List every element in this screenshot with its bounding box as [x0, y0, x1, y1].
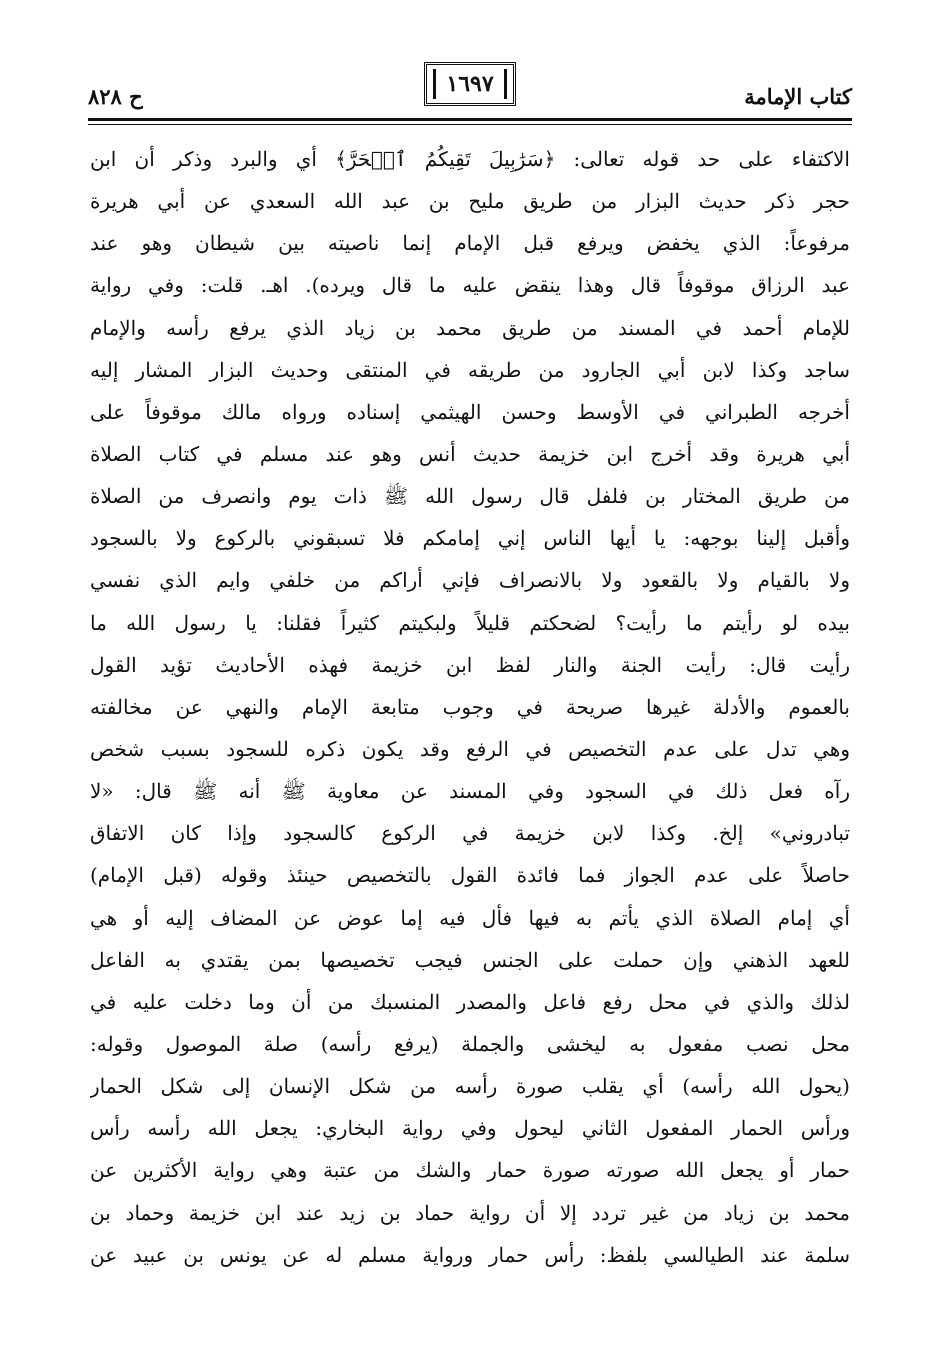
text-line: عبد الرزاق موقوفاً قال وهذا ينقض عليه ما قال ويرده). اهـ. قلت: وفي رواية — [90, 273, 850, 298]
text-line: للعهد الذهني وإن حملت على الجنس فيجب تخصيصها بمن يقتدي به الفاعل — [90, 947, 850, 972]
text-line: وأقبل إلينا بوجهه: يا أيها الناس إني إمامكم فلا تسبقوني بالركوع ولا بالسجود — [90, 526, 850, 551]
header-divider — [88, 118, 852, 121]
text-line: رأيت قال: رأيت الجنة والنار لفظ ابن خزيمة فهذه الأحاديث تؤيد القول — [90, 652, 850, 677]
text-line: الاكتفاء على حد قوله تعالى: ﴿سَرَٰبِيلَ تَقِيكُمُ ٱلۡحَرَّ﴾ أي والبرد وذكر أن ابن — [90, 147, 850, 171]
text-line: حمار أو يجعل الله صورته صورة حمار والشك من عتبة وهي رواية الأكثرين عن — [90, 1158, 850, 1183]
text-line: سلمة عند الطيالسي بلفظ: رأس حمار ورواية مسلم له عن يونس بن عبيد عن — [90, 1242, 850, 1267]
body-text — [90, 138, 850, 1276]
hadith-reference: ح ٨٢٨ — [88, 84, 143, 109]
page-number: ١٦٩٧ — [446, 71, 494, 97]
text-line: أبي هريرة وقد أخرج ابن خزيمة حديث أنس وهو عند مسلم في كتاب الصلاة — [90, 441, 850, 466]
text-line: محمد بن زياد من غير تردد إلا أن رواية حماد بن زيد عند ابن خزيمة وحماد بن — [90, 1200, 850, 1225]
text-line: أخرجه الطبراني في الأوسط وحسن الهيثمي إسناده ورواه مالك موقوفاً على — [90, 399, 850, 424]
text-line: محل نصب مفعول به ليخشى والجملة (يرفع رأسه) صلة الموصول وقوله: — [90, 1031, 850, 1056]
text-line: تبادروني» إلخ. وكذا لابن خزيمة في الركوع كالسجود وإذا كان الاتفاق — [90, 821, 850, 846]
text-line: من طريق المختار بن فلفل قال رسول الله ﷺ ذات يوم وانصرف من الصلاة — [90, 484, 850, 509]
text-line: ساجد وكذا لابن أبي الجارود من طريقه في المنتقى وحديث البزار المشار إليه — [90, 357, 850, 382]
page-header — [88, 62, 852, 116]
text-line: ورأس الحمار المفعول الثاني ليحول وفي رواية البخاري: يجعل الله رأسه رأس — [90, 1116, 850, 1141]
book-title: كتاب الإمامة — [744, 84, 852, 109]
text-line: حجر ذكر حديث البزار من طريق مليح بن عبد الله السعدي عن أبي هريرة — [90, 189, 850, 214]
header-divider-thin — [88, 124, 852, 125]
text-line: مرفوعاً: الذي يخفض ويرفع قبل الإمام إنما ناصيته بين شيطان وهو عند — [90, 231, 850, 256]
page-number-frame — [424, 62, 516, 106]
text-line: وهي تدل على عدم التخصيص في الرفع وقد يكون ذكره للسجود بسبب شخص — [90, 736, 850, 761]
text-line: أي إمام الصلاة الذي يأتم به فيها فأل فيه إما عوض عن المضاف إليه أو هي — [90, 905, 850, 930]
text-line: (يحول الله رأسه) أي يقلب صورة رأسه من شكل الإنسان إلى شكل الحمار — [90, 1074, 850, 1099]
text-line: للإمام أحمد في المسند من طريق محمد بن زياد الذي يرفع رأسه والإمام — [90, 315, 850, 340]
text-line: بالعموم والأدلة غيرها صريحة في وجوب متابعة الإمام والنهي عن مخالفته — [90, 694, 850, 719]
text-line: ولا بالقيام ولا بالقعود ولا بالانصراف فإني أراكم من خلفي وايم الذي نفسي — [90, 568, 850, 593]
text-line: لذلك والذي في محل رفع فاعل والمصدر المنسبك من أن وما دخلت عليه في — [90, 989, 850, 1014]
text-line: رآه فعل ذلك في السجود وفي المسند عن معاوية ﷺ أنه ﷺ قال: «لا — [90, 779, 850, 804]
text-line: حاصلاً على عدم الجواز فما فائدة القول بالتخصيص حينئذ وقوله (قبل الإمام) — [90, 863, 850, 888]
text-line: بيده لو رأيتم ما رأيت؟ لضحكتم قليلاً ولبكيتم كثيراً فقلنا: يا رسول الله ما — [90, 610, 850, 635]
